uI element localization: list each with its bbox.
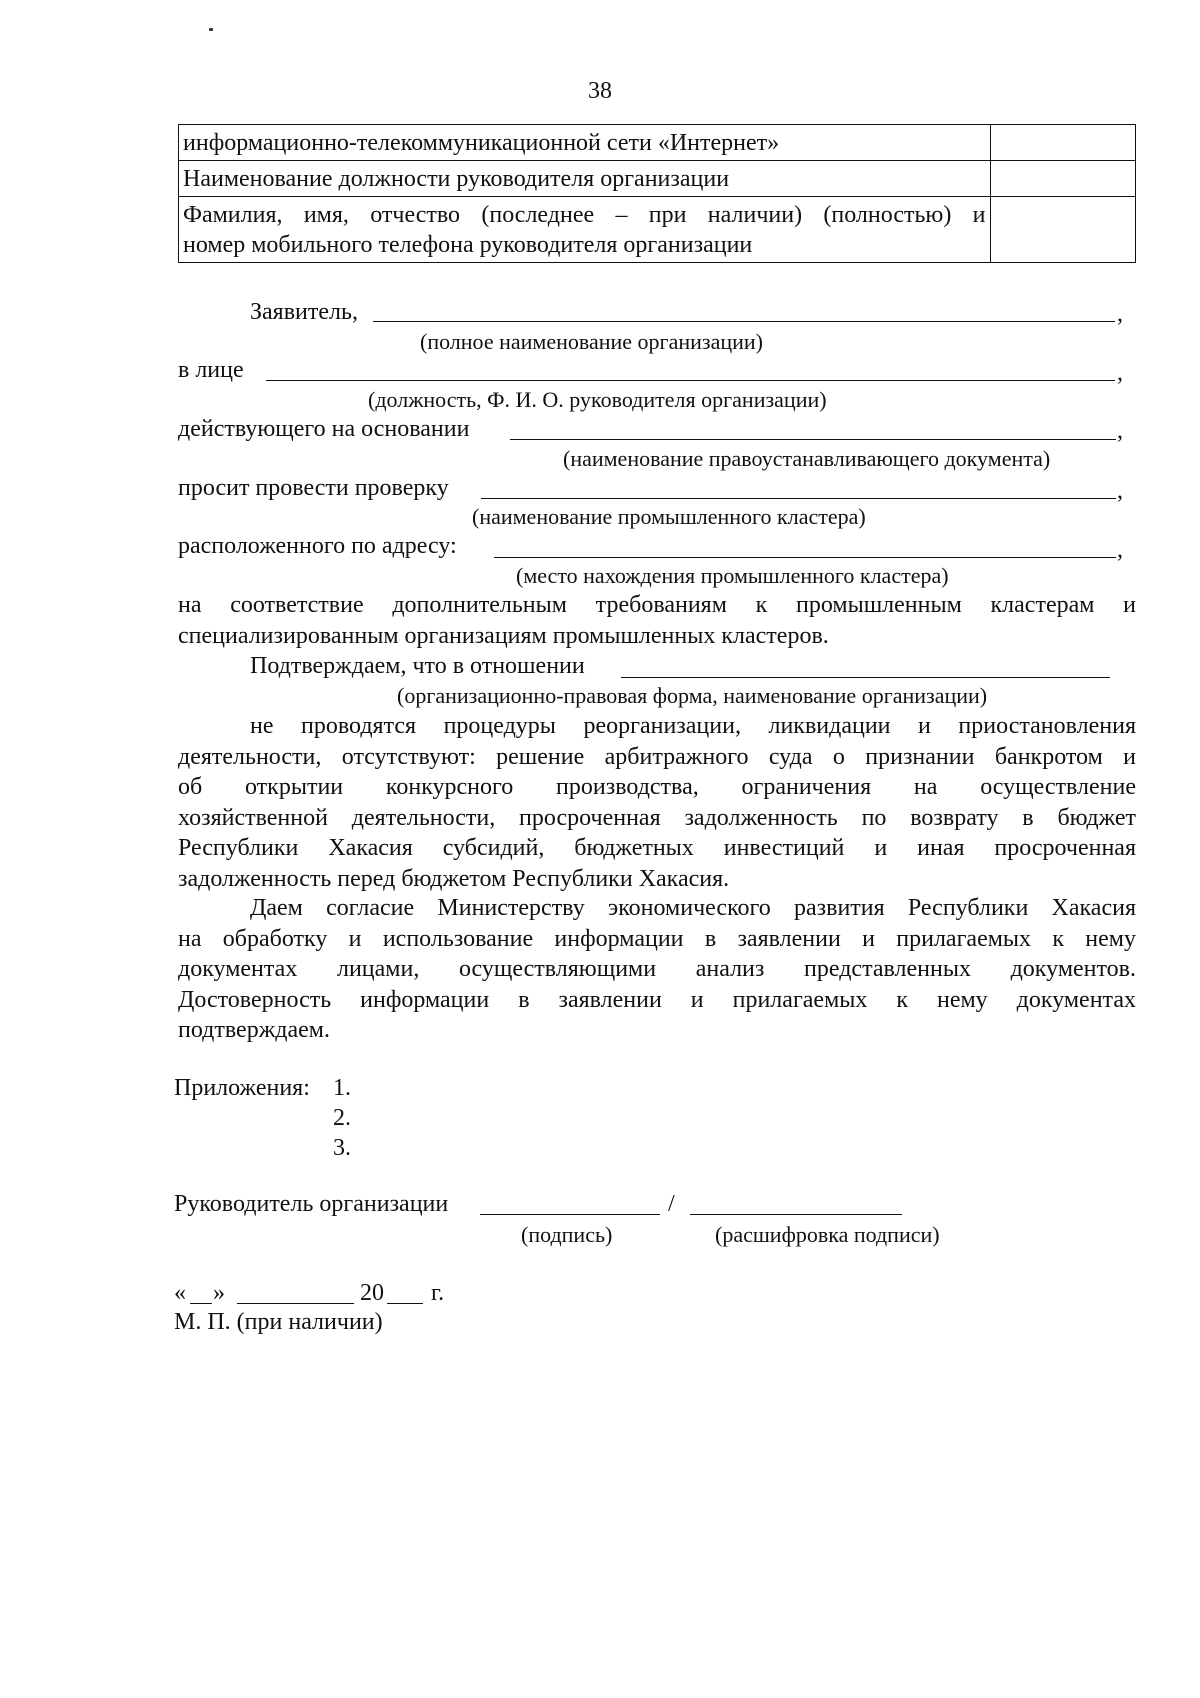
- paragraph-line: хозяйственной деятельности, просроченная задолженность по возврату в бюджет: [178, 804, 1136, 831]
- date-year-prefix: 20: [360, 1280, 384, 1306]
- applicant-label: Заявитель,: [250, 299, 358, 325]
- signature-decode-blank[interactable]: [690, 1214, 902, 1215]
- date-year-suffix: г.: [431, 1280, 445, 1306]
- attachments-label: Приложения:: [174, 1075, 310, 1101]
- address-label: расположенного по адресу:: [178, 533, 457, 559]
- paragraph-line: подтверждаем.: [178, 1017, 330, 1043]
- comma: ,: [1117, 301, 1123, 327]
- comma: ,: [1117, 418, 1123, 444]
- request-caption: (наименование промышленного кластера): [472, 504, 866, 529]
- signature-label: Руководитель организации: [174, 1191, 449, 1217]
- confirm-label: Подтверждаем, что в отношении: [250, 653, 585, 679]
- date-year-blank[interactable]: [387, 1303, 423, 1304]
- address-caption: (место нахождения промышленного кластера): [516, 563, 949, 588]
- applicant-caption: (полное наименование организации): [420, 329, 763, 354]
- table-row: [179, 161, 1136, 197]
- basis-label: действующего на основании: [178, 416, 470, 442]
- table-cell-value[interactable]: [990, 161, 1135, 197]
- table-cell-value[interactable]: [990, 125, 1135, 161]
- paragraph-line: на соответствие дополнительным требованиям к промышленным кластерам и: [178, 592, 1136, 618]
- paragraph-line: не проводятся процедуры реорганизации, ликвидации и приостановления: [250, 713, 1136, 739]
- paragraph-line: специализированным организациям промышленных кластеров.: [178, 622, 829, 649]
- stamp-note: М. П. (при наличии): [174, 1309, 383, 1335]
- consent-paragraph: [178, 893, 1136, 1046]
- comma: ,: [1117, 478, 1123, 504]
- table-cell-line: Фамилия, имя, отчество (последнее – при наличии) (полностью) и: [183, 202, 986, 228]
- comma: ,: [1117, 360, 1123, 386]
- confirm-caption: (организационно-правовая форма, наименование организации): [397, 683, 988, 708]
- date-day-blank[interactable]: [190, 1303, 212, 1304]
- request-label: просит провести проверку: [178, 475, 449, 501]
- basis-caption: (наименование правоустанавливающего документа): [563, 446, 1051, 471]
- table-cell-label: информационно-телекоммуникационной сети «Интернет»: [179, 125, 991, 161]
- person-blank[interactable]: [266, 380, 1115, 381]
- basis-blank[interactable]: [510, 439, 1116, 440]
- date-close-quote: »: [213, 1280, 225, 1306]
- address-blank[interactable]: [494, 557, 1116, 558]
- paragraph-line: Даем согласие Министерству экономического развития Республики Хакасия: [250, 895, 1136, 921]
- signature-decode-caption: (расшифровка подписи): [715, 1222, 940, 1247]
- status-paragraph: [178, 711, 1136, 894]
- table-cell-label: [179, 197, 991, 263]
- paragraph-line: на обработку и использование информации в заявлении и прилагаемых к нему: [178, 925, 1136, 952]
- applicant-blank[interactable]: [373, 321, 1115, 322]
- paragraph-line: об открытии конкурсного производства, ограничения на осуществление: [178, 774, 1136, 800]
- table-row: [179, 125, 1136, 161]
- scan-speck: [209, 28, 213, 31]
- signature-caption: (подпись): [521, 1222, 613, 1247]
- comma: ,: [1117, 537, 1123, 563]
- signature-blank[interactable]: [480, 1214, 660, 1215]
- page-number: 38: [588, 78, 612, 104]
- compliance-paragraph: [178, 590, 1136, 651]
- paragraph-line: Достоверность информации в заявлении и прилагаемых к нему документах: [178, 986, 1136, 1013]
- table-cell-line: номер мобильного телефона руководителя организации: [183, 232, 753, 258]
- table-cell-value[interactable]: [990, 197, 1135, 263]
- paragraph-line: задолженность перед бюджетом Республики Хакасия.: [178, 865, 730, 892]
- date-open-quote: «: [174, 1280, 186, 1306]
- signature-separator: /: [668, 1191, 675, 1217]
- paragraph-line: Республики Хакасия субсидий, бюджетных инвестиций и иная просроченная: [178, 835, 1136, 861]
- confirm-blank[interactable]: [621, 677, 1110, 678]
- attachment-item: 3.: [333, 1135, 351, 1161]
- person-caption: (должность, Ф. И. О. руководителя организации): [368, 387, 827, 412]
- paragraph-line: деятельности, отсутствуют: решение арбитражного суда о признании банкротом и: [178, 743, 1136, 770]
- info-table: [178, 124, 1136, 263]
- table-cell-label: Наименование должности руководителя организации: [179, 161, 991, 197]
- date-month-blank[interactable]: [237, 1303, 354, 1304]
- person-label: в лице: [178, 357, 244, 383]
- paragraph-line: документах лицами, осуществляющими анализ представленных документов.: [178, 956, 1136, 982]
- attachment-item: 2.: [333, 1105, 351, 1131]
- table-row: [179, 197, 1136, 263]
- attachment-item: 1.: [333, 1075, 351, 1101]
- request-blank[interactable]: [481, 498, 1116, 499]
